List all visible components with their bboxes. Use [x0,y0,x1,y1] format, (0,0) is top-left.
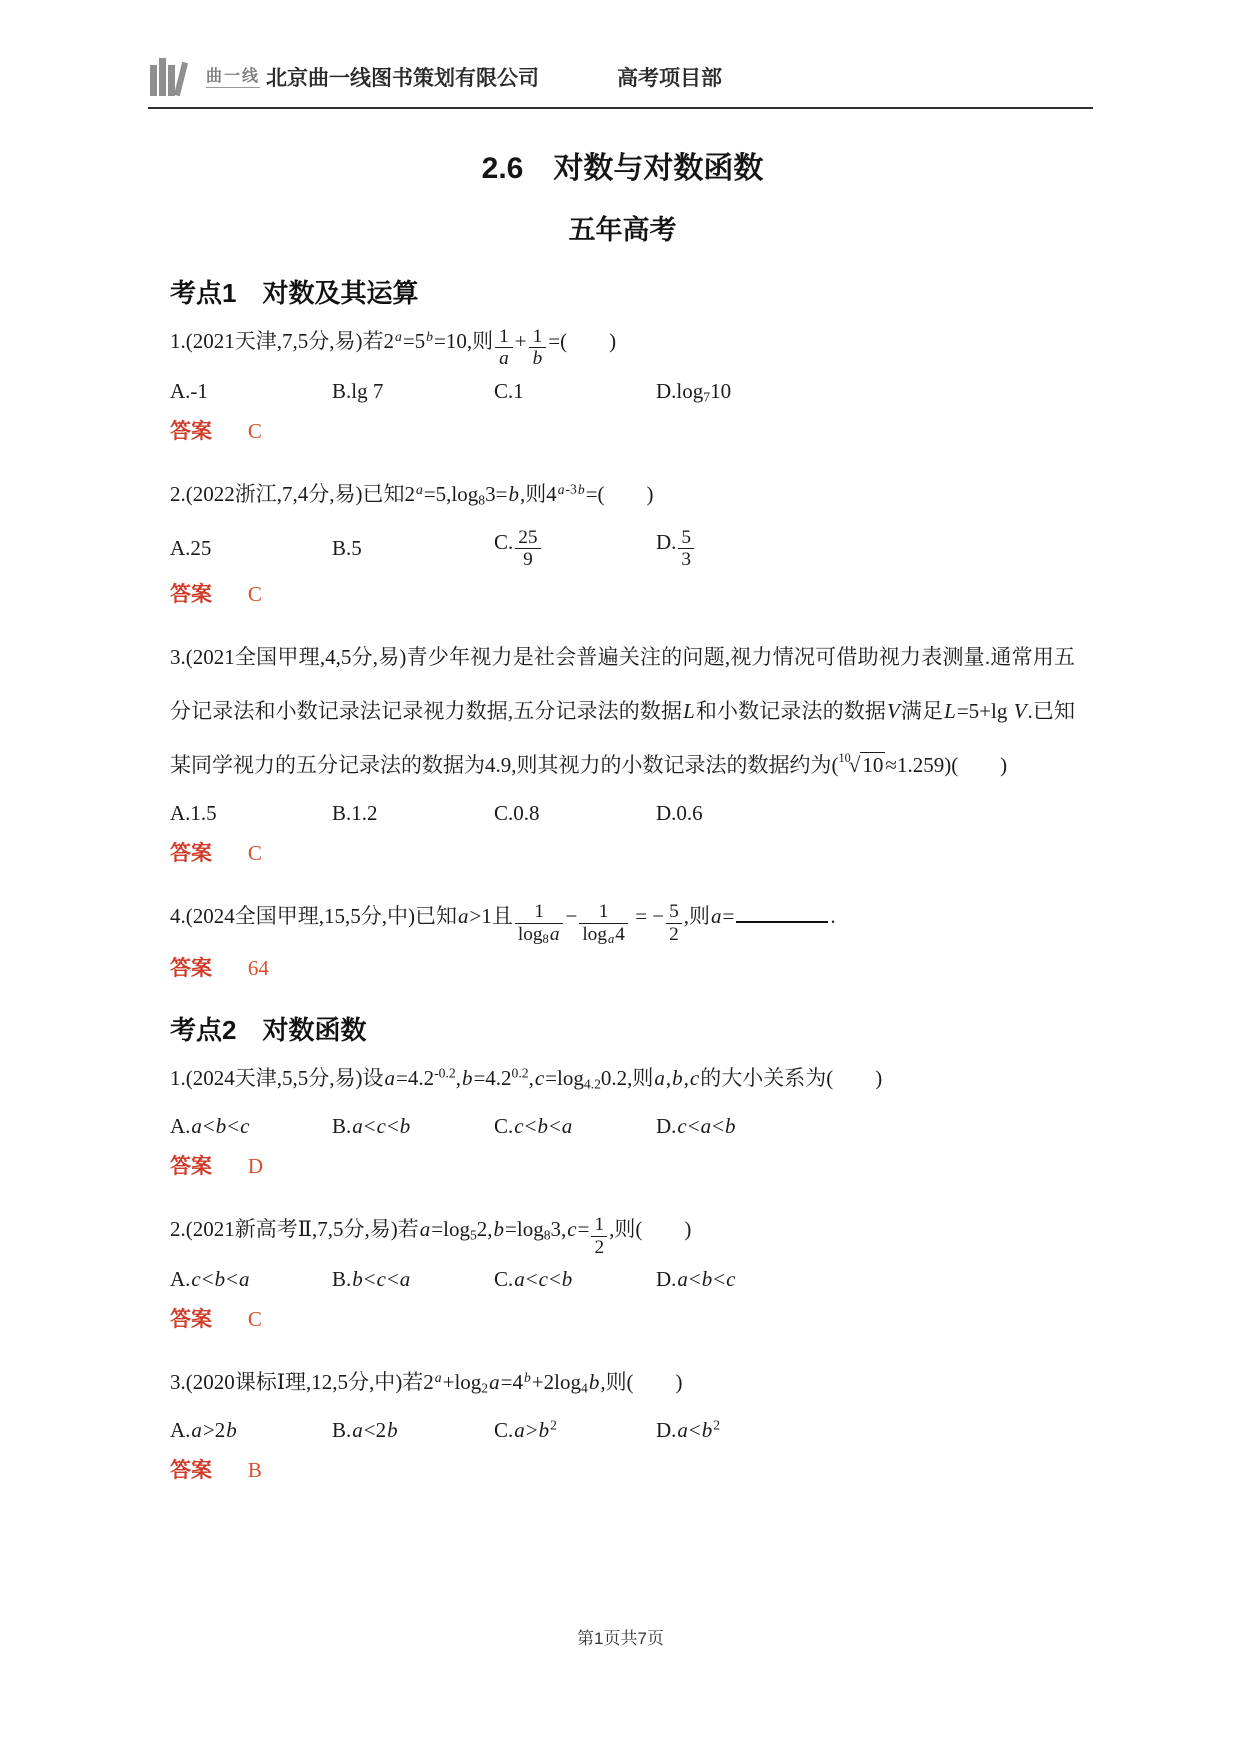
option: $D.a<b^2$ [656,1417,721,1443]
department-name: 高考项目部 [617,67,723,90]
question-stem: 3.(2020课标Ⅰ理,12,5分,中)若$2^a+\log_2a=4^b+2\log_4b$,则( ) [170,1369,683,1396]
answer-value: C [247,419,262,444]
fill-in-blank [736,900,828,923]
question-stem: 1.(2024天津,5,5分,易)设$a=4.2^{-0.2},b=4.2^{0.2},c=\log_{4.2}0.2$,则a,b,c的大小关系为( ) [170,1065,883,1092]
answer-row [170,1151,1075,1182]
answer-row [170,579,1075,610]
option: C.1 [494,379,524,404]
question [170,630,1075,869]
question-stem: 2.(2022浙江,7,4分,易)已知$2^a=5,\log_83=b$,则$4^{a-3b}=$( ) [170,481,654,508]
option: A.25 [170,536,212,561]
question-list [170,1051,1075,1486]
answer-value: C [247,1307,262,1332]
answer-row [170,1455,1075,1486]
answer-label: 答案 [170,1459,212,1483]
answer-value: C [247,582,262,607]
option: A.c<b<a [170,1267,250,1292]
section-heading: 考点2 对数函数 [170,1015,367,1046]
question [170,1202,1075,1335]
doc-title: 2.6 对数与对数函数 [481,152,764,185]
answer-label: 答案 [170,583,212,607]
page-footer [0,1624,1241,1649]
options-row [170,374,1075,408]
answer-label: 答案 [170,420,212,444]
option: D. $\frac{5}{3}$ [656,525,806,571]
answer-label: 答案 [170,842,212,866]
answer-row [170,1304,1075,1335]
option: B.1.2 [332,801,378,826]
option: B.a<2b [332,1418,398,1443]
company-name: 北京曲一线图书策划有限公司 [266,67,540,90]
answer-label: 答案 [170,1308,212,1332]
question-stem: 3.(2021全国甲理,4,5分,易)青少年视力是社会普遍关注的问题,视力情况可借助视力表测量.通常用五分记录法和小数记录法记录视力数据,五分记录法的数据L和小数记录法的数据V满足L=5+lg V.已知某同学视力的五分记录法的数据为4.9,则其视力的小数记录法的数据约为($^{10}$√10≈1.259)( ) [170,645,1076,778]
page-header [148,0,1093,109]
option: A.a<b<c [170,1114,250,1139]
options-row [170,796,1075,830]
sections [170,273,1075,1486]
logo-brand-rule [206,88,260,91]
question [170,314,1075,447]
question-stem: 2.(2021新高考Ⅱ,7,5分,易)若$a=\log_52,b=\log_83,c=$ $\frac{1}{2}$ ,则( ) [170,1213,692,1258]
answer-value: B [247,1458,262,1483]
option: C. $\frac{25}{9}$ [494,525,644,571]
options-row [170,1262,1075,1296]
logo-books-icon [148,56,202,98]
doc-subtitle: 五年高考 [568,215,677,245]
page-number: 第1页共7页 [577,1629,664,1648]
company-logo [148,56,260,98]
option: B.a<c<b [332,1114,411,1139]
question-stem: 1.(2021天津,7,5分,易)若$2^a=5^b=10$,则 $\frac{1}{a}$ + $\frac{1}{b}$ =( ) [170,325,617,370]
answer-row [170,416,1075,447]
question [170,889,1075,984]
option: D.0.6 [656,801,703,826]
question [170,1051,1075,1182]
option: A.1.5 [170,801,217,826]
question [170,467,1075,610]
option: A.-1 [170,379,208,404]
options-row [170,1413,1075,1447]
exam-section [170,1010,1075,1486]
options-row [170,525,1075,571]
question-list [170,314,1075,984]
options-row [170,1109,1075,1143]
answer-label: 答案 [170,957,212,981]
option: B.b<c<a [332,1267,411,1292]
answer-row [170,838,1075,869]
option: C.a<c<b [494,1267,573,1292]
answer-value: D [247,1154,264,1179]
option: B.5 [332,536,362,561]
option: C.c<b<a [494,1114,573,1139]
answer-label: 答案 [170,1155,212,1179]
answer-row [170,953,1075,984]
section-heading: 考点1 对数及其运算 [170,278,419,308]
option: B.lg 7 [332,379,384,404]
logo-brand [206,63,260,91]
option: $D.\log_710$ [656,379,732,405]
option: C.0.8 [494,801,540,826]
answer-value: C [247,841,262,866]
question [170,1355,1075,1486]
option: $C.a>b^2$ [494,1417,557,1443]
option: D.a<b<c [656,1267,736,1292]
answer-value: 64 [247,956,269,981]
option: A.a>2b [170,1418,237,1443]
document-content [170,143,1075,1486]
question-stem: 4.(2024全国甲理,15,5分,中)已知a>1且 $\frac{1}{\log_8a}$ − $\frac{1}{\log_a4}$ = − $\frac{5}{2}$ ,则a= . [170,900,836,946]
logo-brand-text: 曲一线 [206,63,260,88]
option: D.c<a<b [656,1114,736,1139]
exam-section [170,273,1075,984]
